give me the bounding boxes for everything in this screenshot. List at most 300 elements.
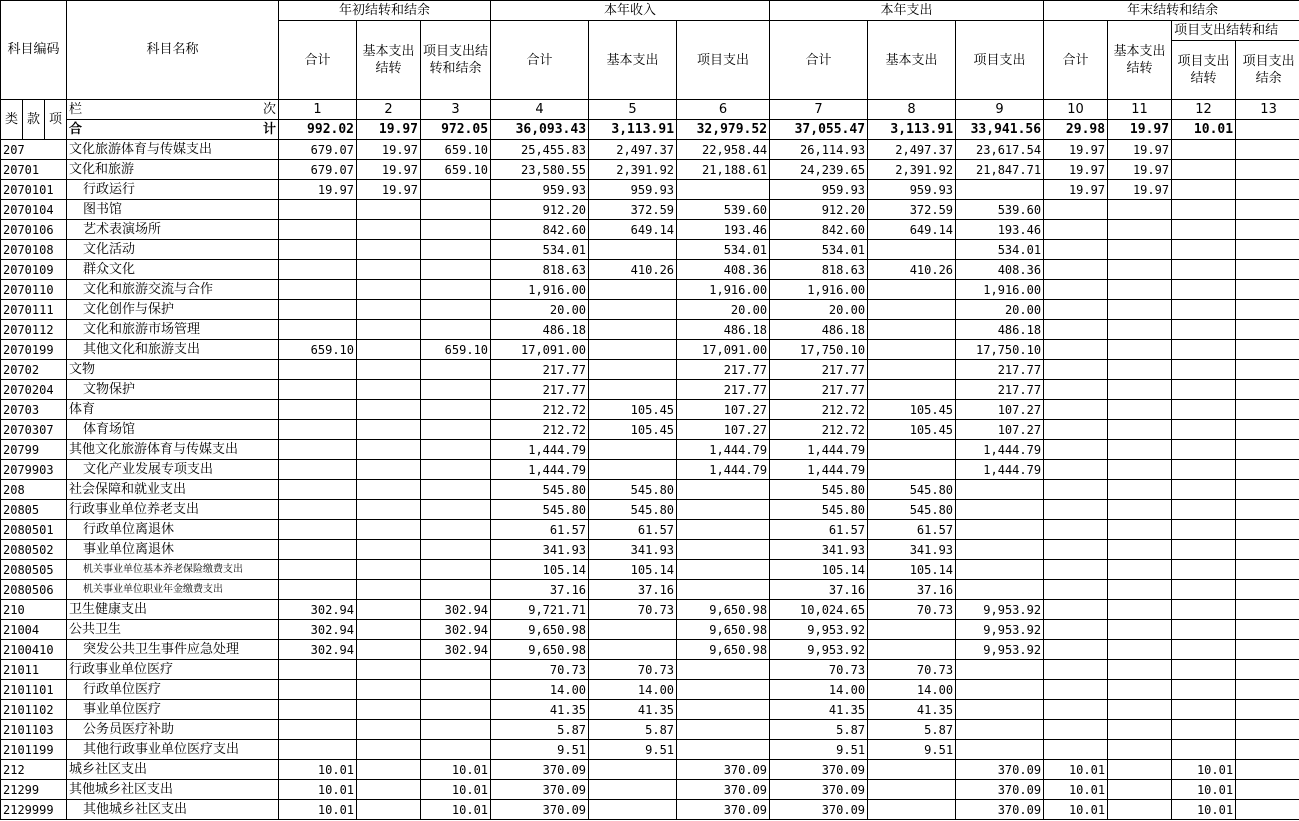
amount-cell: 10.01 xyxy=(1172,760,1236,780)
income-basic-header: 基本支出 xyxy=(589,21,677,100)
amount-cell: 1,444.79 xyxy=(770,440,868,460)
table-row xyxy=(1,720,1299,740)
amount-cell xyxy=(677,560,770,580)
table-row xyxy=(1,680,1299,700)
amount-cell: 5.87 xyxy=(770,720,868,740)
amount-cell: 217.77 xyxy=(491,380,589,400)
amount-cell xyxy=(1236,340,1299,360)
amount-cell xyxy=(1044,540,1108,560)
amount-cell: 341.93 xyxy=(491,540,589,560)
amount-cell xyxy=(868,320,956,340)
amount-cell: 217.77 xyxy=(677,360,770,380)
amount-cell: 341.93 xyxy=(589,540,677,560)
amount-cell: 10.01 xyxy=(279,760,357,780)
column-number: 6 xyxy=(677,100,770,120)
table-row xyxy=(1,780,1299,800)
amount-cell xyxy=(279,400,357,420)
amount-cell xyxy=(1172,520,1236,540)
amount-cell xyxy=(677,660,770,680)
amount-cell xyxy=(279,280,357,300)
expense-total-header: 合计 xyxy=(770,21,868,100)
amount-cell xyxy=(1044,200,1108,220)
amount-cell: 9,953.92 xyxy=(956,640,1044,660)
amount-cell xyxy=(1108,220,1172,240)
amount-cell: 23,580.55 xyxy=(491,160,589,180)
amount-cell xyxy=(1044,480,1108,500)
table-row xyxy=(1,420,1299,440)
amount-cell xyxy=(1172,240,1236,260)
subject-name: 文化旅游体育与传媒支出 xyxy=(67,140,279,160)
amount-cell: 10.01 xyxy=(421,780,491,800)
amount-cell xyxy=(1044,300,1108,320)
subject-name: 其他城乡社区支出 xyxy=(67,800,279,820)
amount-cell xyxy=(357,660,421,680)
amount-cell xyxy=(357,740,421,760)
amount-cell xyxy=(357,480,421,500)
column-number: 8 xyxy=(868,100,956,120)
amount-cell: 41.35 xyxy=(589,700,677,720)
amount-cell xyxy=(1236,440,1299,460)
subject-name: 行政单位医疗 xyxy=(67,680,279,700)
amount-cell xyxy=(421,700,491,720)
amount-cell: 37.16 xyxy=(868,580,956,600)
amount-cell xyxy=(1108,760,1172,780)
amount-cell: 10.01 xyxy=(1172,780,1236,800)
amount-cell xyxy=(357,600,421,620)
table-row xyxy=(1,220,1299,240)
amount-cell: 25,455.83 xyxy=(491,140,589,160)
amount-cell xyxy=(1108,280,1172,300)
amount-cell xyxy=(868,300,956,320)
amount-cell: 10.01 xyxy=(1044,780,1108,800)
kuan-header: 款 xyxy=(23,100,45,140)
table-row xyxy=(1,380,1299,400)
amount-cell: 370.09 xyxy=(770,780,868,800)
amount-cell xyxy=(1044,600,1108,620)
amount-cell xyxy=(421,320,491,340)
amount-cell: 21,847.71 xyxy=(956,160,1044,180)
amount-cell: 24,239.65 xyxy=(770,160,868,180)
amount-cell: 959.93 xyxy=(770,180,868,200)
amount-cell: 539.60 xyxy=(956,200,1044,220)
table-row xyxy=(1,180,1299,200)
amount-cell: 19.97 xyxy=(1044,140,1108,160)
amount-cell: 20.00 xyxy=(491,300,589,320)
amount-cell xyxy=(1108,400,1172,420)
table-row xyxy=(1,800,1299,820)
amount-cell: 539.60 xyxy=(677,200,770,220)
subject-code: 2070204 xyxy=(1,380,67,400)
amount-cell: 679.07 xyxy=(279,160,357,180)
column-number: 7 xyxy=(770,100,868,120)
table-row xyxy=(1,340,1299,360)
amount-cell xyxy=(357,420,421,440)
amount-cell xyxy=(868,340,956,360)
amount-cell xyxy=(421,580,491,600)
amount-cell xyxy=(1044,520,1108,540)
subject-code: 21004 xyxy=(1,620,67,640)
amount-cell xyxy=(1044,320,1108,340)
end-basic-header: 基本支出结转 xyxy=(1108,21,1172,100)
amount-cell: 20.00 xyxy=(956,300,1044,320)
amount-cell: 2,391.92 xyxy=(589,160,677,180)
amount-cell: 842.60 xyxy=(491,220,589,240)
total-value: 37,055.47 xyxy=(770,120,868,140)
subject-name: 文化和旅游 xyxy=(67,160,279,180)
amount-cell xyxy=(421,460,491,480)
amount-cell xyxy=(1108,500,1172,520)
amount-cell: 9,650.98 xyxy=(677,620,770,640)
amount-cell xyxy=(1044,740,1108,760)
amount-cell: 14.00 xyxy=(589,680,677,700)
amount-cell: 2,497.37 xyxy=(868,140,956,160)
amount-cell: 659.10 xyxy=(421,340,491,360)
amount-cell xyxy=(1044,580,1108,600)
table-row xyxy=(1,760,1299,780)
amount-cell xyxy=(1236,680,1299,700)
amount-cell xyxy=(868,360,956,380)
subject-name: 文化活动 xyxy=(67,240,279,260)
amount-cell xyxy=(357,460,421,480)
amount-cell: 217.77 xyxy=(956,380,1044,400)
amount-cell: 10.01 xyxy=(1044,760,1108,780)
amount-cell: 1,444.79 xyxy=(677,460,770,480)
amount-cell xyxy=(677,700,770,720)
subject-code: 2101103 xyxy=(1,720,67,740)
total-value: 10.01 xyxy=(1172,120,1236,140)
begin-basic-header: 基本支出结转 xyxy=(357,21,421,100)
amount-cell xyxy=(1172,600,1236,620)
amount-cell: 217.77 xyxy=(491,360,589,380)
amount-cell: 5.87 xyxy=(589,720,677,740)
amount-cell xyxy=(1108,520,1172,540)
amount-cell xyxy=(677,740,770,760)
amount-cell: 212.72 xyxy=(491,420,589,440)
subject-code: 207 xyxy=(1,140,67,160)
amount-cell xyxy=(868,240,956,260)
amount-cell xyxy=(1236,400,1299,420)
amount-cell xyxy=(1172,420,1236,440)
amount-cell xyxy=(421,680,491,700)
table-row xyxy=(1,660,1299,680)
amount-cell: 193.46 xyxy=(677,220,770,240)
table-row xyxy=(1,460,1299,480)
amount-cell xyxy=(1108,560,1172,580)
amount-cell: 217.77 xyxy=(770,380,868,400)
amount-cell xyxy=(421,300,491,320)
amount-cell xyxy=(421,280,491,300)
amount-cell: 19.97 xyxy=(357,180,421,200)
amount-cell: 107.27 xyxy=(677,420,770,440)
end-project-surplus-header: 项目支出结余 xyxy=(1236,41,1299,100)
column-number: 2 xyxy=(357,100,421,120)
amount-cell xyxy=(1108,260,1172,280)
amount-cell xyxy=(279,720,357,740)
amount-cell: 545.80 xyxy=(868,480,956,500)
he-label: 合 xyxy=(69,121,83,137)
amount-cell xyxy=(1172,340,1236,360)
amount-cell xyxy=(677,680,770,700)
amount-cell xyxy=(677,580,770,600)
amount-cell xyxy=(357,640,421,660)
amount-cell xyxy=(357,560,421,580)
amount-cell xyxy=(1172,560,1236,580)
amount-cell: 818.63 xyxy=(770,260,868,280)
amount-cell xyxy=(1236,520,1299,540)
amount-cell: 302.94 xyxy=(279,640,357,660)
amount-cell: 842.60 xyxy=(770,220,868,240)
amount-cell xyxy=(357,300,421,320)
table-row xyxy=(1,320,1299,340)
amount-cell: 959.93 xyxy=(491,180,589,200)
amount-cell xyxy=(589,760,677,780)
amount-cell xyxy=(421,380,491,400)
amount-cell xyxy=(357,360,421,380)
expense-project-header: 项目支出 xyxy=(956,21,1044,100)
amount-cell xyxy=(868,440,956,460)
subject-code: 2070104 xyxy=(1,200,67,220)
amount-cell: 10.01 xyxy=(1044,800,1108,820)
amount-cell xyxy=(357,200,421,220)
amount-cell: 61.57 xyxy=(589,520,677,540)
amount-cell: 659.10 xyxy=(421,140,491,160)
amount-cell: 9,953.92 xyxy=(956,600,1044,620)
amount-cell: 41.35 xyxy=(491,700,589,720)
amount-cell xyxy=(956,500,1044,520)
amount-cell xyxy=(279,540,357,560)
amount-cell xyxy=(279,700,357,720)
column-number: 5 xyxy=(589,100,677,120)
amount-cell: 912.20 xyxy=(491,200,589,220)
amount-cell xyxy=(677,520,770,540)
amount-cell xyxy=(421,260,491,280)
amount-cell xyxy=(421,480,491,500)
subject-name: 文化和旅游交流与合作 xyxy=(67,280,279,300)
subject-name: 文化产业发展专项支出 xyxy=(67,460,279,480)
amount-cell xyxy=(1236,560,1299,580)
subject-code: 20702 xyxy=(1,360,67,380)
amount-cell xyxy=(956,740,1044,760)
column-number: 10 xyxy=(1044,100,1108,120)
subject-code: 2129999 xyxy=(1,800,67,820)
amount-cell xyxy=(421,400,491,420)
amount-cell: 107.27 xyxy=(956,400,1044,420)
amount-cell: 1,916.00 xyxy=(491,280,589,300)
amount-cell xyxy=(1044,460,1108,480)
amount-cell xyxy=(1236,480,1299,500)
amount-cell xyxy=(868,800,956,820)
subject-name: 文化和旅游市场管理 xyxy=(67,320,279,340)
subject-name: 群众文化 xyxy=(67,260,279,280)
amount-cell: 679.07 xyxy=(279,140,357,160)
amount-cell: 20.00 xyxy=(677,300,770,320)
amount-cell xyxy=(1236,760,1299,780)
amount-cell: 105.14 xyxy=(589,560,677,580)
subject-name: 文物保护 xyxy=(67,380,279,400)
amount-cell: 486.18 xyxy=(677,320,770,340)
subject-code: 2070101 xyxy=(1,180,67,200)
amount-cell xyxy=(1108,480,1172,500)
subject-code: 2079903 xyxy=(1,460,67,480)
amount-cell: 410.26 xyxy=(868,260,956,280)
amount-cell xyxy=(1172,720,1236,740)
amount-cell xyxy=(421,360,491,380)
total-value: 992.02 xyxy=(279,120,357,140)
amount-cell: 408.36 xyxy=(677,260,770,280)
subject-name: 社会保障和就业支出 xyxy=(67,480,279,500)
amount-cell xyxy=(677,480,770,500)
amount-cell xyxy=(1236,460,1299,480)
amount-cell: 10,024.65 xyxy=(770,600,868,620)
amount-cell xyxy=(1236,780,1299,800)
amount-cell xyxy=(1236,220,1299,240)
amount-cell xyxy=(357,220,421,240)
amount-cell xyxy=(1236,540,1299,560)
amount-cell xyxy=(868,640,956,660)
income-project-header: 项目支出 xyxy=(677,21,770,100)
subject-code: 2070110 xyxy=(1,280,67,300)
subject-code: 20805 xyxy=(1,500,67,520)
amount-cell xyxy=(1044,420,1108,440)
amount-cell xyxy=(1108,380,1172,400)
subject-name: 机关事业单位基本养老保险缴费支出 xyxy=(67,560,279,580)
amount-cell xyxy=(589,320,677,340)
amount-cell xyxy=(589,620,677,640)
subject-name: 其他城乡社区支出 xyxy=(67,780,279,800)
amount-cell: 212.72 xyxy=(491,400,589,420)
amount-cell xyxy=(1108,740,1172,760)
amount-cell xyxy=(421,520,491,540)
subject-code: 2070108 xyxy=(1,240,67,260)
amount-cell xyxy=(1172,160,1236,180)
amount-cell xyxy=(956,560,1044,580)
total-value: 19.97 xyxy=(357,120,421,140)
amount-cell: 22,958.44 xyxy=(677,140,770,160)
amount-cell: 959.93 xyxy=(868,180,956,200)
amount-cell xyxy=(1172,440,1236,460)
column-number: 11 xyxy=(1108,100,1172,120)
total-value: 29.98 xyxy=(1044,120,1108,140)
amount-cell xyxy=(1044,680,1108,700)
amount-cell: 1,444.79 xyxy=(677,440,770,460)
subject-code: 208 xyxy=(1,480,67,500)
amount-cell xyxy=(1044,720,1108,740)
amount-cell xyxy=(589,240,677,260)
amount-cell xyxy=(1108,440,1172,460)
amount-cell xyxy=(1044,700,1108,720)
amount-cell xyxy=(868,380,956,400)
subject-name: 艺术表演场所 xyxy=(67,220,279,240)
amount-cell: 370.09 xyxy=(770,760,868,780)
amount-cell: 17,091.00 xyxy=(491,340,589,360)
amount-cell: 545.80 xyxy=(589,480,677,500)
amount-cell xyxy=(1108,320,1172,340)
amount-cell: 545.80 xyxy=(770,500,868,520)
table-body xyxy=(1,140,1299,820)
table-row xyxy=(1,540,1299,560)
amount-cell: 302.94 xyxy=(421,640,491,660)
income-total-header: 合计 xyxy=(491,21,589,100)
amount-cell xyxy=(1236,200,1299,220)
amount-cell: 649.14 xyxy=(589,220,677,240)
amount-cell: 1,444.79 xyxy=(770,460,868,480)
amount-cell: 19.97 xyxy=(1108,140,1172,160)
amount-cell: 659.10 xyxy=(279,340,357,360)
amount-cell xyxy=(421,420,491,440)
amount-cell xyxy=(1236,420,1299,440)
subject-code: 212 xyxy=(1,760,67,780)
amount-cell xyxy=(1172,640,1236,660)
amount-cell xyxy=(1236,140,1299,160)
amount-cell: 545.80 xyxy=(589,500,677,520)
amount-cell xyxy=(1236,300,1299,320)
amount-cell xyxy=(1172,380,1236,400)
table-row xyxy=(1,600,1299,620)
amount-cell xyxy=(421,660,491,680)
amount-cell: 105.45 xyxy=(589,400,677,420)
subject-name: 文物 xyxy=(67,360,279,380)
amount-cell xyxy=(1108,200,1172,220)
amount-cell xyxy=(1172,500,1236,520)
amount-cell xyxy=(279,560,357,580)
amount-cell: 649.14 xyxy=(868,220,956,240)
amount-cell xyxy=(1236,640,1299,660)
amount-cell xyxy=(1172,220,1236,240)
amount-cell: 61.57 xyxy=(868,520,956,540)
ji-label: 计 xyxy=(263,121,277,137)
table-row xyxy=(1,300,1299,320)
amount-cell: 217.77 xyxy=(677,380,770,400)
amount-cell: 1,444.79 xyxy=(956,440,1044,460)
amount-cell xyxy=(868,760,956,780)
amount-cell xyxy=(279,260,357,280)
amount-cell: 370.09 xyxy=(491,780,589,800)
amount-cell xyxy=(1044,620,1108,640)
amount-cell xyxy=(421,720,491,740)
amount-cell: 19.97 xyxy=(1108,180,1172,200)
end-total-header: 合计 xyxy=(1044,21,1108,100)
total-label xyxy=(67,120,279,140)
amount-cell: 9.51 xyxy=(491,740,589,760)
amount-cell xyxy=(1172,580,1236,600)
amount-cell: 26,114.93 xyxy=(770,140,868,160)
amount-cell xyxy=(589,360,677,380)
amount-cell: 2,497.37 xyxy=(589,140,677,160)
amount-cell: 912.20 xyxy=(770,200,868,220)
amount-cell xyxy=(357,320,421,340)
column-number: 9 xyxy=(956,100,1044,120)
subject-code: 210 xyxy=(1,600,67,620)
amount-cell: 370.09 xyxy=(956,780,1044,800)
amount-cell xyxy=(421,180,491,200)
amount-cell xyxy=(589,440,677,460)
amount-cell xyxy=(1044,260,1108,280)
amount-cell: 17,750.10 xyxy=(956,340,1044,360)
amount-cell xyxy=(421,440,491,460)
amount-cell xyxy=(357,500,421,520)
amount-cell xyxy=(357,280,421,300)
table-row xyxy=(1,560,1299,580)
subject-code: 20703 xyxy=(1,400,67,420)
subject-name: 公共卫生 xyxy=(67,620,279,640)
subject-name: 体育 xyxy=(67,400,279,420)
total-value: 3,113.91 xyxy=(589,120,677,140)
amount-cell xyxy=(357,380,421,400)
amount-cell xyxy=(357,580,421,600)
subject-name: 其他文化旅游体育与传媒支出 xyxy=(67,440,279,460)
amount-cell xyxy=(279,660,357,680)
amount-cell xyxy=(279,200,357,220)
